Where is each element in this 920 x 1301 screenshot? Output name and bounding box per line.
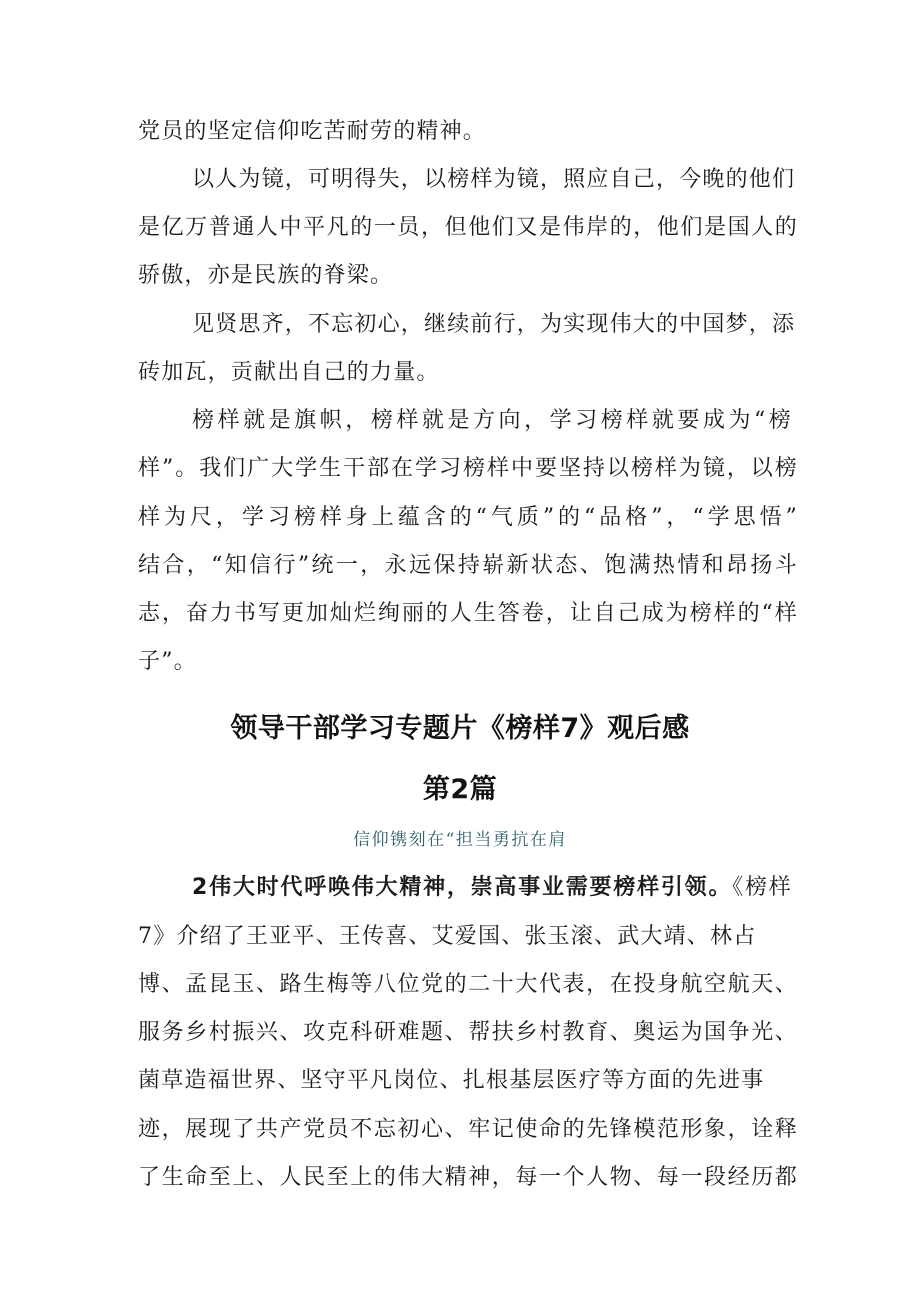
paragraph-line: 博、孟昆玉、路生梅等八位党的二十大代表，在投身航空航天、 [138,972,798,997]
paragraph-line: 7》介绍了王亚平、王传喜、艾爱国、张玉滚、武大靖、林占 [138,924,757,949]
paragraph-line: 结合，“知信行”统一，永远保持崭新状态、饱满热情和昂扬斗 [138,553,798,578]
paragraph-line: 服务乡村振兴、攻克科研难题、帮扶乡村教育、奥运为国争光、 [138,1020,798,1045]
paragraph-line: 榜样就是旗帜，榜样就是方向，学习榜样就要成为“榜 [192,408,792,433]
article-subtitle: 信仰镌刻在“担当勇抗在肩 [353,830,567,850]
part-heading: 第2篇 [422,774,498,805]
paragraph-line: 了生命至上、人民至上的伟大精神，每一个人物、每一段经历都 [138,1165,798,1190]
article-title: 领导干部学习专题片《榜样7》观后感 [230,713,690,744]
paragraph-line: 菌草造福世界、坚守平凡岗位、扎根基层医疗等方面的先进事 [138,1068,765,1093]
paragraph-line: 党员的坚定信仰吃苦耐劳的精神。 [138,119,487,144]
paragraph-line: 志，奋力书写更加灿烂绚丽的人生答卷，让自己成为榜样的“样 [138,601,798,626]
paragraph-line: 是亿万普通人中平凡的一员，但他们又是伟岸的，他们是国人的 [138,215,798,240]
paragraph-line: 样为尺，学习榜样身上蕴含的“气质”的“品格”，“学思悟” [138,505,798,530]
paragraph-line: 以人为镜，可明得失，以榜样为镜，照应自己，今晚的他们 [192,167,796,192]
paragraph-lead-bold: 2伟大时代呼唤伟大精神，崇高事业需要榜样引领。 [192,875,733,900]
paragraph-line: 见贤思齐，不忘初心，继续前行，为实现伟大的中国梦，添 [192,312,796,337]
paragraph-line: 砖加瓦，贡献出自己的力量。 [138,360,440,385]
paragraph-line: 迹，展现了共产党员不忘初心、牢记使命的先锋模范形象，诠释 [138,1117,798,1142]
paragraph-first-line [192,873,792,903]
paragraph-line: 骄傲，亦是民族的脊梁。 [138,263,394,288]
paragraph-line: 子”。 [138,649,197,674]
paragraph-line: 样”。我们广大学生干部在学习榜样中要坚持以榜样为镜，以榜 [138,456,798,481]
paragraph-lead-rest: 《榜样 [732,875,792,900]
